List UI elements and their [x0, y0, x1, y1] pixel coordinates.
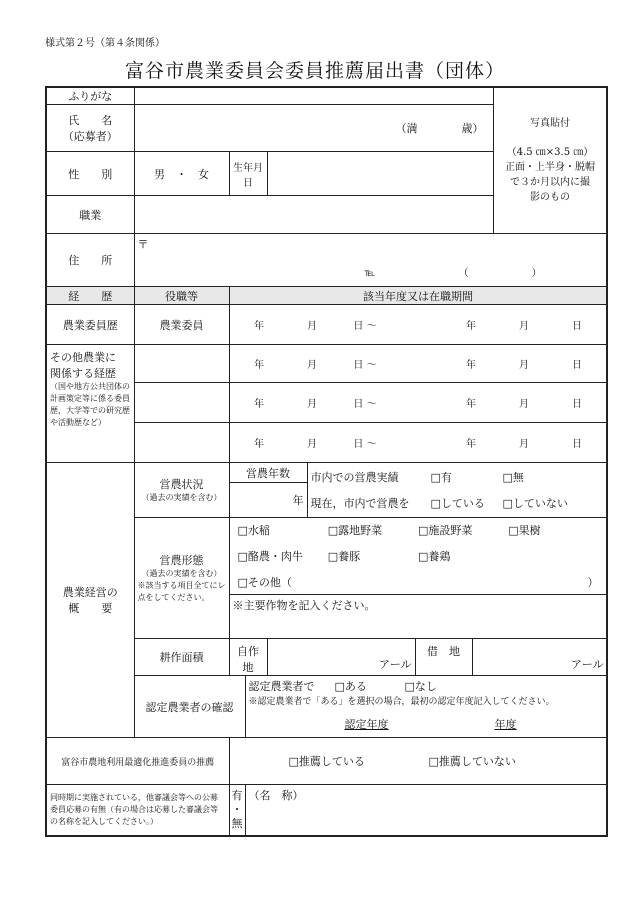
simultaneous-label: 同時期に実施されている，他審議会等への公募委員応募の有無（有の場合は応募した審議会等の名称を記入してください。）: [46, 785, 229, 836]
photo-title: 写真貼付: [530, 118, 570, 129]
month-from: 月: [307, 360, 317, 371]
furigana-field[interactable]: [134, 87, 493, 105]
type-pig-checkbox[interactable]: □養豚: [327, 550, 361, 563]
type-field-veg-checkbox[interactable]: □露地野菜: [327, 524, 383, 537]
current-no-checkbox[interactable]: □していない: [502, 497, 568, 510]
age-label: （満 歳）: [395, 122, 484, 135]
certified-label: 認定農業者の確認: [134, 676, 245, 738]
month-from: 月: [307, 439, 317, 450]
own-land-label: 自作地: [229, 639, 267, 676]
own-land-unit: アール: [379, 658, 412, 671]
other-position-1[interactable]: [134, 345, 229, 383]
address-field[interactable]: [134, 234, 607, 287]
simultaneous-name-field[interactable]: [245, 785, 607, 836]
other-position-3[interactable]: [134, 423, 229, 463]
farm-record-cell: [307, 463, 607, 518]
area-label: 耕作面積: [134, 639, 229, 676]
certified-year-label: 認定年度: [344, 718, 389, 731]
farm-committee-position: 農業委員: [134, 305, 229, 345]
tel-label: ℡: [364, 268, 376, 279]
month-from: 月: [307, 321, 317, 332]
occupation-label: 職業: [46, 196, 134, 234]
farm-status-note: （過去の実績を含む）: [141, 493, 222, 502]
month-to: 月: [519, 439, 529, 450]
crops-field[interactable]: [229, 595, 607, 639]
name-field[interactable]: [134, 105, 493, 152]
record-no-checkbox[interactable]: □無: [502, 471, 524, 484]
type-fruit-checkbox[interactable]: □果樹: [508, 524, 541, 537]
month-to: 月: [519, 321, 529, 332]
year-to: 年: [466, 439, 476, 450]
history-header-period: 該当年度又は在職期間: [229, 287, 607, 305]
history-header-career: 経 歴: [46, 287, 134, 305]
year-to: 年: [466, 399, 476, 410]
name-sub-label: （応募者）: [62, 130, 118, 143]
application-form-table: [45, 86, 608, 837]
photo-line1: 正面・上半身・脱帽: [505, 162, 595, 173]
photo-area: [493, 87, 607, 234]
farm-years-unit: 年: [292, 494, 304, 507]
simultaneous-yesno[interactable]: [229, 785, 245, 836]
simultaneous-no[interactable]: 無: [231, 816, 243, 830]
day-to: 日: [572, 360, 582, 371]
type-rice-checkbox[interactable]: □水稲: [237, 524, 270, 537]
crops-note: ※主要作物を記入ください。: [232, 599, 376, 612]
leased-land-field[interactable]: [472, 639, 607, 676]
photo-line2: で３か月以内に撮: [510, 177, 590, 188]
farm-type-note2: ※該当する項目全てにレ点をしてください。: [137, 581, 226, 602]
name-label: 氏 名: [68, 114, 113, 127]
leased-land-label: 借 地: [415, 639, 472, 676]
year-to: 年: [466, 321, 476, 332]
type-other-checkbox[interactable]: □その他（: [237, 576, 292, 589]
day-from: 日 〜: [353, 321, 377, 332]
other-position-2[interactable]: [134, 383, 229, 423]
tel-paren-close: ）: [531, 268, 542, 279]
farm-years-field[interactable]: [229, 483, 307, 518]
farm-years-label: 営農年数: [229, 463, 307, 483]
farm-types-cell: [229, 518, 607, 595]
record-yes-checkbox[interactable]: □有: [430, 471, 452, 484]
certified-question: 認定農業者で: [248, 680, 315, 693]
recommend-cell: [229, 738, 607, 785]
farm-type-label: 営農形態: [159, 554, 204, 567]
farm-type-cell: [134, 518, 229, 639]
photo-line3: 影のもの: [530, 192, 570, 203]
occupation-field[interactable]: [134, 196, 493, 234]
gender-options[interactable]: 男 ・ 女: [134, 152, 229, 196]
furigana-label: ふりがな: [46, 87, 134, 105]
photo-size: （4.5 ㎝×3.5 ㎝）: [506, 147, 594, 158]
gender-label: 性 別: [46, 152, 134, 196]
farm-overview-label2: 概 要: [68, 602, 113, 615]
certified-year-unit[interactable]: 年度: [494, 718, 517, 731]
certified-yes-checkbox[interactable]: □ある: [334, 680, 367, 693]
month-from: 月: [307, 399, 317, 410]
certified-no-checkbox[interactable]: □なし: [404, 680, 437, 693]
month-to: 月: [519, 360, 529, 371]
day-to: 日: [572, 321, 582, 332]
type-other-close: ）: [587, 576, 599, 589]
day-to: 日: [572, 399, 582, 410]
type-poultry-checkbox[interactable]: □養鶏: [418, 550, 451, 563]
current-question: 現在，市内で営農を: [310, 497, 410, 510]
period-row-1[interactable]: [229, 305, 607, 345]
other-history-label2: 関係する経歴: [50, 367, 116, 380]
simultaneous-dot: ・: [231, 802, 243, 816]
farm-committee-label: 農業委員歴: [46, 305, 134, 345]
farm-status-label: 営農状況: [159, 478, 204, 491]
year-from: 年: [254, 439, 264, 450]
recommend-yes-checkbox[interactable]: □推薦している: [288, 755, 365, 768]
farm-status-cell: [134, 463, 229, 518]
year-from: 年: [254, 321, 264, 332]
history-header-position: 役職等: [134, 287, 229, 305]
day-to: 日: [572, 439, 582, 450]
day-from: 日 〜: [353, 360, 377, 371]
period-row-4[interactable]: [229, 423, 607, 463]
period-row-3[interactable]: [229, 383, 607, 423]
year-from: 年: [254, 360, 264, 371]
type-greenhouse-veg-checkbox[interactable]: □施設野菜: [418, 524, 473, 537]
form-number: 様式第２号（第４条関係）: [45, 38, 165, 49]
month-to: 月: [519, 399, 529, 410]
year-from: 年: [254, 399, 264, 410]
farm-overview-label1: 農業経営の: [62, 586, 118, 599]
type-dairy-beef-checkbox[interactable]: □酪農・肉牛: [237, 550, 303, 563]
leased-land-unit: アール: [571, 658, 604, 671]
farm-overview-label-cell: [46, 463, 134, 738]
day-from: 日 〜: [353, 399, 377, 410]
certified-cell: [245, 676, 607, 738]
other-history-label1: その他農業に: [50, 351, 116, 364]
address-label: 住 所: [46, 234, 134, 287]
recommend-label: 富谷市農地利用最適化推進委員の推薦: [46, 738, 229, 785]
period-row-2[interactable]: [229, 345, 607, 383]
document-title: 富谷市農業委員会委員推薦届出書（団体）: [124, 60, 505, 82]
current-yes-checkbox[interactable]: □している: [430, 497, 485, 510]
dob-label: 生年月日: [229, 152, 267, 196]
own-land-field[interactable]: [267, 639, 415, 676]
recommend-no-checkbox[interactable]: □推薦していない: [428, 755, 516, 768]
day-from: 日 〜: [353, 439, 377, 450]
year-to: 年: [466, 360, 476, 371]
farm-type-note1: （過去の実績を含む）: [141, 569, 222, 578]
dob-field[interactable]: [267, 152, 493, 196]
simultaneous-yes[interactable]: 有: [231, 788, 243, 802]
other-history-label-cell: [46, 345, 134, 463]
other-history-note: （国や地方公共団体の計画策定等に係る委員歴，大学等での研究歴や活動歴など）: [50, 382, 130, 427]
postal-mark: 〒: [137, 238, 149, 251]
simultaneous-name-label: （名 称）: [248, 789, 304, 802]
tel-paren-open: （: [458, 268, 469, 279]
record-question: 市内での営農実績: [310, 471, 399, 484]
certified-note: ※認定農業者で「ある」を選択の場合，最初の認定年度記入してください。: [248, 697, 555, 707]
name-label-cell: [46, 105, 134, 152]
